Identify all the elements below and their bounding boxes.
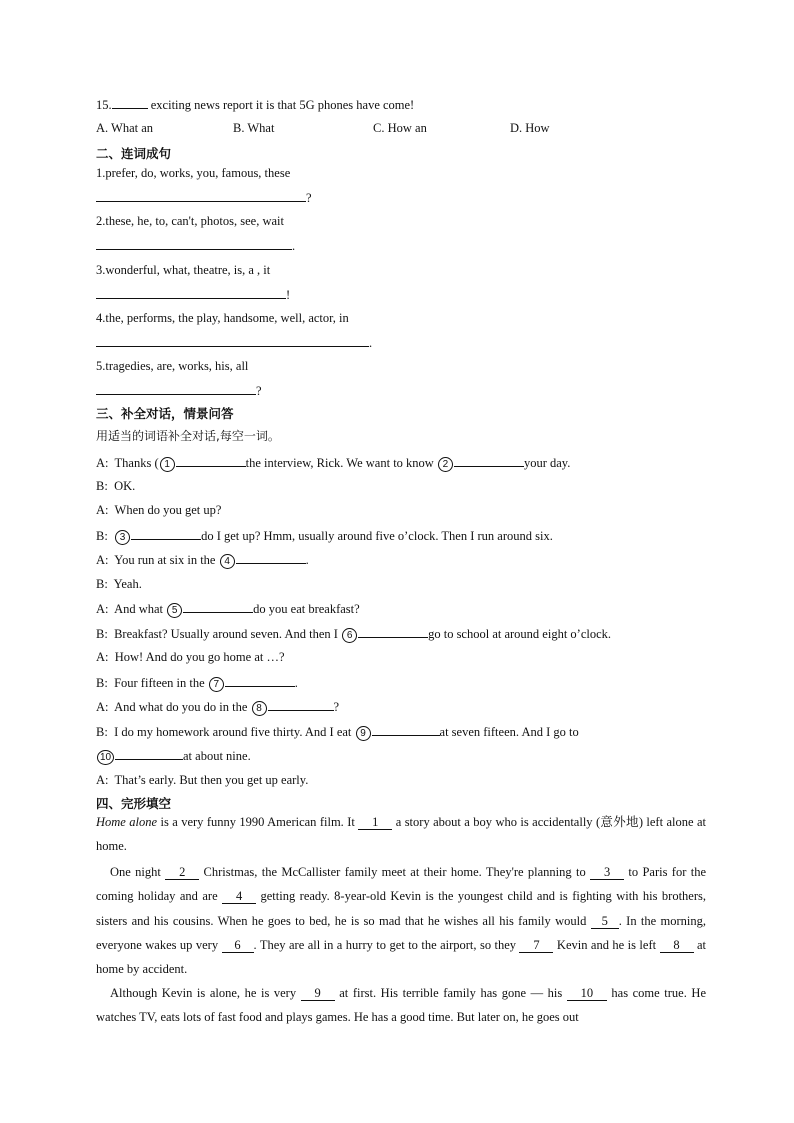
answer-line[interactable]	[96, 334, 369, 347]
dialogue-text: OK.	[114, 479, 136, 493]
cloze-text: Christmas, the McCallister family meet at their home. They're planning to	[199, 865, 591, 879]
dialogue-line-7	[96, 600, 360, 618]
dialogue-line-11	[96, 698, 339, 716]
blank-number: 3	[115, 530, 130, 545]
answer-blank[interactable]	[225, 674, 295, 687]
blank-number: 6	[342, 628, 357, 643]
speaker-label: B:	[96, 725, 108, 739]
answer-blank[interactable]	[115, 747, 183, 760]
cloze-text: One night	[110, 865, 166, 879]
blank-number: 1	[160, 457, 175, 472]
dialogue-text: do you eat breakfast?	[253, 602, 360, 616]
sentence-1-words: 1.prefer, do, works, you, famous, these	[96, 166, 291, 180]
cloze-blank[interactable]: 2	[165, 865, 199, 880]
sentence-5-answer	[96, 382, 262, 399]
sentence-5-words: 5.tragedies, are, works, his, all	[96, 359, 249, 373]
dialogue-line-6	[96, 576, 142, 592]
dialogue-text: Breakfast? Usually around seven. And then I	[114, 627, 342, 641]
end-punct: ?	[306, 191, 312, 205]
speaker-label: A:	[96, 456, 109, 470]
blank-number: 8	[252, 701, 267, 716]
end-punct: !	[286, 288, 291, 302]
dialogue-text: .	[305, 553, 309, 567]
cloze-paragraph-3	[96, 981, 706, 1030]
dialogue-text: Four fifteen in the	[114, 676, 208, 690]
dialogue-text: That’s early. But then you get up early.	[114, 773, 309, 787]
answer-line[interactable]	[96, 237, 292, 250]
option-a[interactable]: A. What an	[96, 121, 154, 135]
dialogue-line-3	[96, 502, 221, 518]
dialogue-line-1	[96, 454, 570, 472]
option-c[interactable]: C. How an	[373, 121, 427, 135]
cloze-blank[interactable]: 5	[591, 914, 619, 929]
question-stem: exciting news report it is that 5G phones have come!	[147, 98, 415, 112]
cloze-text: . They are all in a hurry to get to the airport, so they	[253, 937, 520, 952]
blank-number: 7	[209, 677, 224, 692]
cloze-text: Although Kevin is alone, he is very	[110, 986, 301, 1000]
speaker-label: A:	[96, 773, 109, 787]
cloze-paragraph-1	[96, 810, 706, 859]
answer-blank[interactable]	[236, 551, 306, 564]
dialogue-line-14	[96, 772, 308, 788]
answer-blank[interactable]	[454, 454, 524, 467]
speaker-label: B:	[96, 577, 108, 591]
cloze-text: Kevin and he is left	[553, 937, 660, 952]
sentence-2-words: 2.these, he, to, can't, photos, see, wait	[96, 214, 284, 228]
cloze-text: at first. His terrible family has gone — his	[334, 986, 567, 1000]
cloze-blank[interactable]: 1	[358, 815, 392, 830]
dialogue-line-12	[96, 723, 579, 741]
dialogue-text: at about nine.	[183, 749, 251, 763]
cloze-text: at home by accident.	[96, 937, 706, 977]
dialogue-text: go to school at around eight o’clock.	[428, 627, 612, 641]
dialogue-text: your day.	[523, 456, 571, 470]
dialogue-text: I do my homework around five thirty. And I eat	[114, 725, 355, 739]
dialogue-text: do I get up? Hmm, usually around five o’clock. Then I run around six.	[201, 529, 553, 543]
speaker-label: A:	[96, 650, 109, 664]
dialogue-text: ?	[333, 700, 340, 714]
dialogue-line-2	[96, 478, 135, 494]
dialogue-line-9	[96, 649, 285, 665]
dialogue-text: You run at six in the	[114, 553, 219, 567]
film-title: Home alone	[96, 815, 158, 829]
answer-blank[interactable]	[358, 625, 428, 638]
dialogue-text: Thanks (	[114, 456, 159, 470]
sentence-2-answer	[96, 237, 295, 254]
cloze-paragraph-2	[96, 860, 706, 981]
speaker-label: B:	[96, 529, 108, 543]
sentence-1-answer	[96, 189, 312, 206]
cloze-text: getting ready. 8-year-old Kevin is the youngest child and is fighting with his brothers, sisters and his cousins. When he goes to bed, he is so mad that he wishes all his family would	[96, 889, 706, 928]
dialogue-line-4	[96, 527, 553, 545]
cloze-text: . In the morning, everyone wakes up very	[96, 913, 706, 952]
dialogue-text: Yeah.	[113, 577, 142, 591]
blank-number: 9	[356, 726, 371, 741]
answer-line[interactable]	[96, 189, 306, 202]
dialogue-text: at seven fifteen. And I go to	[439, 725, 579, 739]
answer-line[interactable]	[96, 286, 286, 299]
cloze-blank[interactable]: 9	[301, 986, 335, 1001]
cloze-text: a story about a boy who is accidentally (意外地) left alone at home.	[96, 815, 706, 854]
question-15	[96, 96, 414, 113]
speaker-label: A:	[96, 553, 109, 567]
question-number: 15.	[96, 98, 112, 112]
dialogue-line-5	[96, 551, 309, 569]
dialogue-text: .	[294, 676, 298, 690]
dialogue-text: the interview, Rick. We want to know	[245, 456, 437, 470]
dialogue-text: When do you get up?	[114, 503, 222, 517]
speaker-label: B:	[96, 676, 108, 690]
dialogue-text: How! And do you go home at …?	[114, 650, 285, 664]
sentence-4-answer	[96, 334, 372, 351]
sentence-3-words: 3.wonderful, what, theatre, is, a , it	[96, 263, 271, 277]
answer-blank[interactable]	[372, 723, 440, 736]
dialogue-line-10	[96, 674, 298, 692]
end-punct: .	[292, 239, 296, 253]
answer-blank[interactable]	[176, 454, 246, 467]
cloze-blank[interactable]: 8	[660, 938, 694, 953]
blank-number: 10	[97, 750, 114, 765]
dialogue-line-13	[96, 747, 251, 765]
cloze-text: to Paris for the coming holiday and are	[96, 865, 706, 904]
cloze-text: is a very funny 1990 American film. It	[157, 815, 359, 829]
cloze-text: has come true. He watches TV, eats lots of fast food and plays games. He has a good time. But later on, he goes out	[96, 986, 706, 1025]
answer-blank[interactable]	[268, 698, 334, 711]
section-3-title: 三、补全对话，情景问答	[96, 406, 234, 421]
speaker-label: A:	[96, 602, 109, 616]
sentence-3-answer	[96, 286, 290, 303]
cloze-blank[interactable]: 6	[222, 938, 254, 953]
speaker-label: A:	[96, 503, 109, 517]
speaker-label: B:	[96, 479, 108, 493]
blank-number: 4	[220, 554, 235, 569]
blank-number: 5	[167, 603, 182, 618]
cloze-blank[interactable]: 10	[567, 986, 607, 1001]
answer-blank[interactable]	[112, 96, 148, 109]
section-3-instruction: 用适当的词语补全对话,每空一词。	[96, 429, 280, 443]
answer-blank[interactable]	[131, 527, 201, 540]
answer-blank[interactable]	[183, 600, 253, 613]
sentence-4-words: 4.the, performs, the play, handsome, well, actor, in	[96, 311, 349, 325]
cloze-blank[interactable]: 3	[590, 865, 624, 880]
blank-number: 2	[438, 457, 453, 472]
answer-line[interactable]	[96, 382, 256, 395]
section-4-title: 四、完形填空	[96, 796, 172, 811]
cloze-blank[interactable]: 7	[519, 938, 553, 953]
end-punct: .	[369, 336, 373, 350]
section-2-title: 二、连词成句	[96, 146, 172, 161]
cloze-blank[interactable]: 4	[222, 889, 256, 904]
dialogue-text: And what do you do in the	[114, 700, 251, 714]
speaker-label: A:	[96, 700, 109, 714]
speaker-label: B:	[96, 627, 108, 641]
option-d[interactable]: D. How	[510, 121, 550, 135]
end-punct: ?	[256, 384, 262, 398]
dialogue-line-8	[96, 625, 611, 643]
dialogue-text: And what	[114, 602, 167, 616]
option-b[interactable]: B. What	[233, 121, 275, 135]
